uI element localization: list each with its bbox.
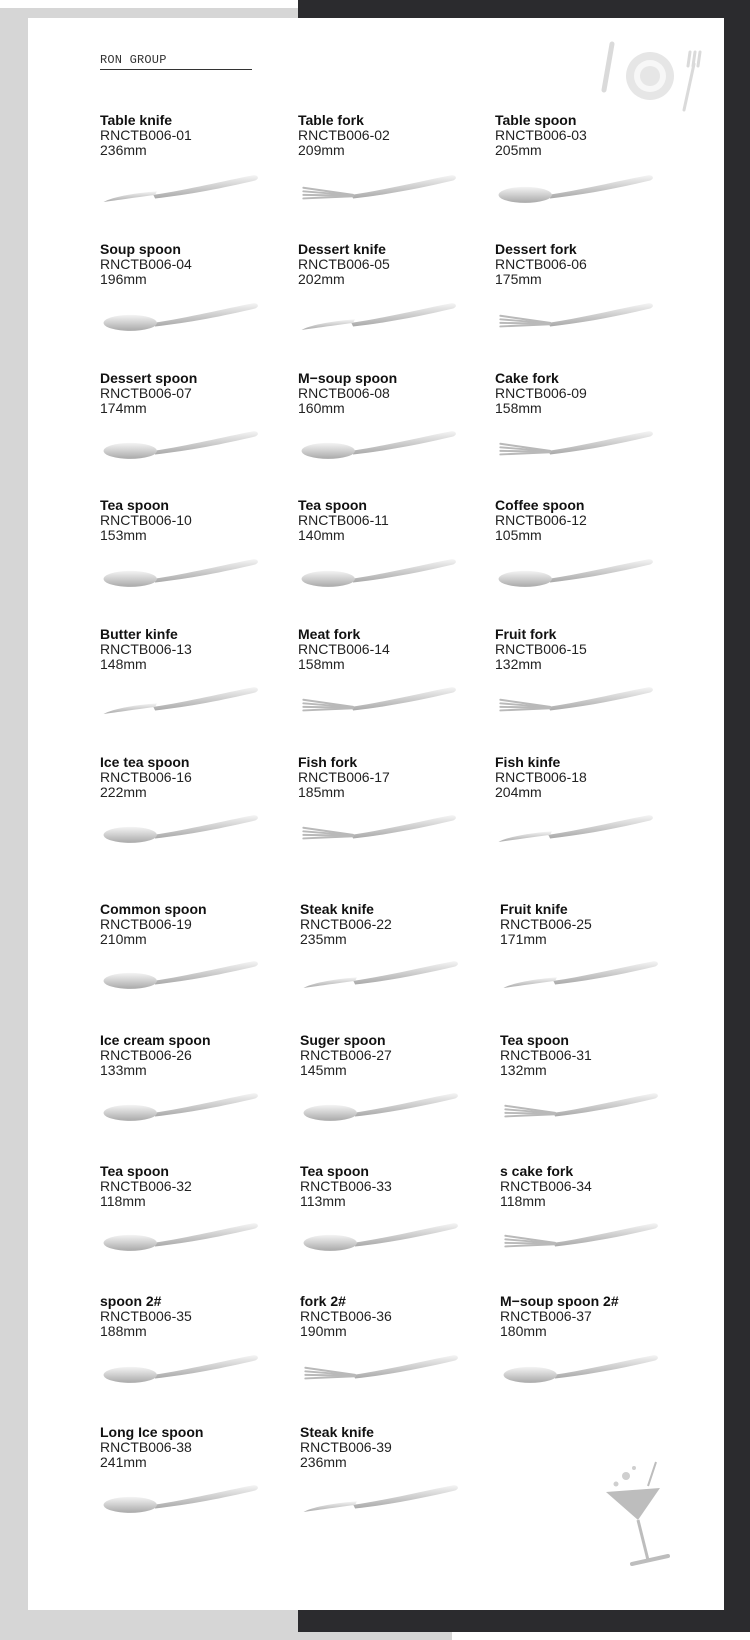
product-code: RNCTB006-03	[495, 127, 587, 143]
product-label	[495, 242, 587, 287]
product-size: 153mm	[100, 527, 147, 543]
product-size: 236mm	[100, 142, 147, 158]
product-code: RNCTB006-16	[100, 769, 192, 785]
product-name: Dessert knife	[298, 241, 386, 257]
product-name: Meat fork	[298, 626, 361, 642]
spoon-photo	[495, 550, 655, 595]
product-size: 118mm	[500, 1193, 546, 1209]
product-name: s cake fork	[500, 1163, 574, 1179]
product-name: Fruit fork	[495, 626, 557, 642]
product-label	[100, 371, 197, 416]
product-label	[300, 1294, 392, 1339]
product-name: Ice cream spoon	[100, 1032, 211, 1048]
product-label	[100, 498, 192, 543]
product-label	[298, 113, 390, 158]
fork-photo	[495, 294, 655, 339]
product-name: Long Ice spoon	[100, 1424, 204, 1440]
product-code: RNCTB006-13	[100, 641, 192, 657]
product-name: Cake fork	[495, 370, 559, 386]
product-label	[298, 242, 390, 287]
knife-photo	[495, 806, 655, 851]
product-size: 160mm	[298, 400, 345, 416]
product-label	[100, 1425, 203, 1470]
fork-photo	[495, 422, 655, 467]
spoon-photo	[100, 952, 260, 997]
product-size: 105mm	[495, 527, 542, 543]
product-size: 133mm	[100, 1062, 147, 1078]
product-label	[100, 242, 192, 287]
product-code: RNCTB006-39	[300, 1439, 392, 1455]
product-code: RNCTB006-35	[100, 1308, 192, 1324]
product-label	[495, 627, 587, 672]
fork-photo	[500, 1214, 660, 1259]
product-label	[298, 371, 397, 416]
spoon-photo	[100, 550, 260, 595]
product-size: 210mm	[100, 931, 147, 947]
product-code: RNCTB006-15	[495, 641, 587, 657]
product-size: 236mm	[300, 1454, 347, 1470]
cocktail-glass-icon	[604, 1456, 688, 1574]
spoon-photo	[100, 422, 260, 467]
fork-photo	[300, 1346, 460, 1391]
product-size: 158mm	[298, 656, 345, 672]
knife-photo	[100, 678, 260, 723]
product-label	[300, 1425, 392, 1470]
product-label	[100, 755, 192, 800]
product-label	[100, 113, 192, 158]
product-code: RNCTB006-11	[298, 512, 389, 528]
product-size: 180mm	[500, 1323, 547, 1339]
spoon-photo	[300, 1084, 460, 1129]
product-code: RNCTB006-12	[495, 512, 587, 528]
knife-photo	[298, 294, 458, 339]
product-code: RNCTB006-22	[300, 916, 392, 932]
product-size: 145mm	[300, 1062, 347, 1078]
product-name: Tea spoon	[300, 1163, 369, 1179]
product-code: RNCTB006-08	[298, 385, 390, 401]
spoon-photo	[100, 806, 260, 851]
spoon-photo	[100, 294, 260, 339]
product-size: 190mm	[300, 1323, 347, 1339]
spoon-photo	[100, 1476, 260, 1521]
product-name: Tea spoon	[100, 497, 169, 513]
knife-photo	[300, 952, 460, 997]
knife-photo	[300, 1476, 460, 1521]
product-size: 158mm	[495, 400, 542, 416]
product-code: RNCTB006-34	[500, 1178, 592, 1194]
knife-photo	[500, 952, 660, 997]
product-code: RNCTB006-26	[100, 1047, 192, 1063]
spoon-photo	[100, 1214, 260, 1259]
product-name: Steak knife	[300, 1424, 374, 1440]
product-size: 140mm	[298, 527, 345, 543]
product-size: 204mm	[495, 784, 542, 800]
product-size: 209mm	[298, 142, 345, 158]
spoon-photo	[500, 1346, 660, 1391]
spoon-photo	[298, 550, 458, 595]
product-size: 132mm	[495, 656, 542, 672]
product-size: 113mm	[300, 1193, 346, 1209]
product-size: 174mm	[100, 400, 147, 416]
product-name: Dessert spoon	[100, 370, 198, 386]
fork-photo	[298, 166, 458, 211]
product-code: RNCTB006-36	[300, 1308, 392, 1324]
product-label	[495, 113, 587, 158]
product-name: Dessert fork	[495, 241, 577, 257]
product-size: 148mm	[100, 656, 147, 672]
product-name: Table fork	[298, 112, 364, 128]
fork-photo	[495, 678, 655, 723]
product-name: Steak knife	[300, 901, 374, 917]
product-name: Table spoon	[495, 112, 577, 128]
product-size: 132mm	[500, 1062, 547, 1078]
product-code: RNCTB006-38	[100, 1439, 192, 1455]
product-code: RNCTB006-10	[100, 512, 192, 528]
product-size: 118mm	[100, 1193, 146, 1209]
knife-photo	[100, 166, 260, 211]
product-name: fork 2#	[300, 1293, 346, 1309]
product-label	[298, 755, 390, 800]
product-label	[100, 1164, 192, 1209]
product-label	[500, 1033, 592, 1078]
product-code: RNCTB006-33	[300, 1178, 392, 1194]
product-code: RNCTB006-32	[100, 1178, 192, 1194]
product-name: M−soup spoon	[298, 370, 398, 386]
product-size: 175mm	[495, 271, 542, 287]
product-label	[100, 902, 207, 947]
product-label	[500, 902, 592, 947]
product-name: Ice tea spoon	[100, 754, 190, 770]
product-size: 188mm	[100, 1323, 147, 1339]
spoon-photo	[100, 1084, 260, 1129]
spoon-photo	[300, 1214, 460, 1259]
product-name: Tea spoon	[100, 1163, 169, 1179]
product-code: RNCTB006-37	[500, 1308, 592, 1324]
product-code: RNCTB006-25	[500, 916, 592, 932]
product-name: Table knife	[100, 112, 173, 128]
product-code: RNCTB006-06	[495, 256, 587, 272]
fork-photo	[500, 1084, 660, 1129]
product-label	[495, 755, 587, 800]
product-code: RNCTB006-07	[100, 385, 192, 401]
fork-photo	[298, 678, 458, 723]
product-name: Suger spoon	[300, 1032, 386, 1048]
product-size: 202mm	[298, 271, 345, 287]
product-name: Common spoon	[100, 901, 207, 917]
product-code: RNCTB006-05	[298, 256, 390, 272]
product-code: RNCTB006-01	[100, 127, 192, 143]
product-name: Fruit knife	[500, 901, 568, 917]
product-size: 235mm	[300, 931, 347, 947]
product-label	[300, 902, 392, 947]
product-label	[495, 371, 587, 416]
product-name: Tea spoon	[298, 497, 367, 513]
product-name: spoon 2#	[100, 1293, 162, 1309]
spoon-photo	[298, 422, 458, 467]
product-code: RNCTB006-18	[495, 769, 587, 785]
product-name: Fish kinfe	[495, 754, 561, 770]
fork-photo	[298, 806, 458, 851]
product-name: Tea spoon	[500, 1032, 569, 1048]
product-size: 222mm	[100, 784, 147, 800]
product-label	[300, 1033, 392, 1078]
product-code: RNCTB006-14	[298, 641, 390, 657]
product-size: 171mm	[500, 931, 547, 947]
product-code: RNCTB006-27	[300, 1047, 392, 1063]
product-label	[300, 1164, 392, 1209]
product-name: Coffee spoon	[495, 497, 585, 513]
product-size: 185mm	[298, 784, 345, 800]
product-label	[298, 498, 389, 543]
cutlery-plate-icon	[598, 34, 708, 120]
product-label	[100, 627, 192, 672]
product-label	[100, 1294, 192, 1339]
product-label	[500, 1164, 592, 1209]
product-label	[500, 1294, 619, 1339]
product-name: Fish fork	[298, 754, 358, 770]
product-code: RNCTB006-04	[100, 256, 192, 272]
product-name: Butter kinfe	[100, 626, 178, 642]
product-code: RNCTB006-17	[298, 769, 390, 785]
spoon-photo	[100, 1346, 260, 1391]
product-size: 241mm	[100, 1454, 147, 1470]
spoon-photo	[495, 166, 655, 211]
product-name: M−soup spoon 2#	[500, 1293, 619, 1309]
brand-heading: RON GROUP	[100, 53, 252, 70]
product-name: Soup spoon	[100, 241, 181, 257]
product-label	[100, 1033, 211, 1078]
product-code: RNCTB006-31	[500, 1047, 592, 1063]
product-code: RNCTB006-09	[495, 385, 587, 401]
product-size: 205mm	[495, 142, 542, 158]
product-size: 196mm	[100, 271, 147, 287]
product-label	[298, 627, 390, 672]
product-label	[495, 498, 587, 543]
product-code: RNCTB006-02	[298, 127, 390, 143]
product-code: RNCTB006-19	[100, 916, 192, 932]
